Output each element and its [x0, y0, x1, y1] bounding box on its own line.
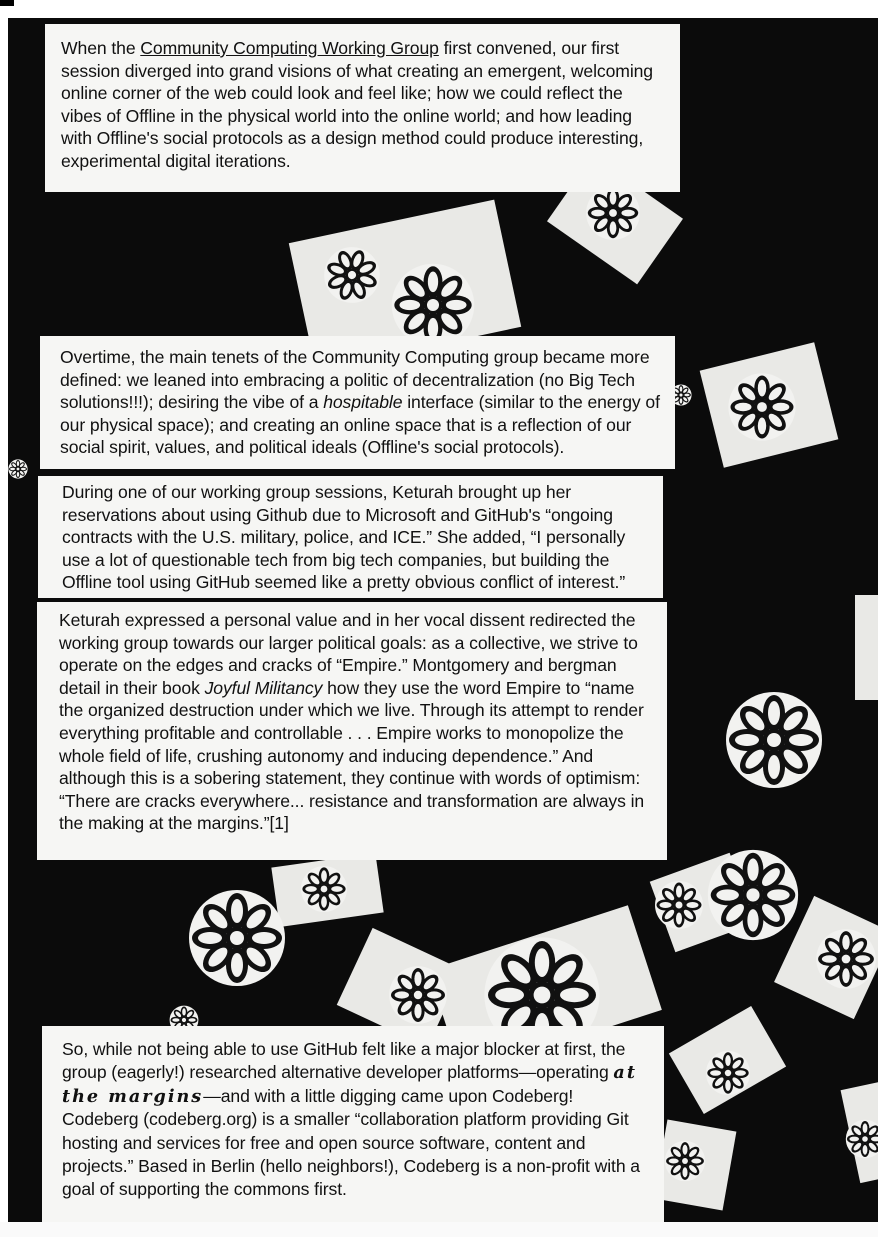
text-span: So, while not being able to use GitHub felt like a major blocker at first, the group (eagerly!) researched alternative developer platforms—operating [62, 1039, 626, 1083]
text-block-intro [45, 24, 680, 192]
paragraph: During one of our working group sessions, Keturah brought up her reservations about using Github due to Microsoft and GitHub's “ongoing contracts with the U.S. military, police, and ICE.” She added, “I personally use a lot of questionable tech from big tech companies, but building the Offline tool using GitHub seemed like a pretty obvious conflict of interest.” [62, 482, 626, 593]
script-text: at the margins [62, 1062, 637, 1107]
community-computing-link[interactable]: Community Computing Working Group [140, 38, 439, 58]
daisy-flower-icon [664, 1140, 706, 1182]
daisy-flower-icon [845, 1108, 878, 1170]
scan-mark [0, 0, 14, 6]
text-span: first convened, our first session diverged into grand visions of what creating an emergent, welcoming online corner of the web could look and feel like; how we could reflect the vibes of Offline in the physical world into the online world; and how leading with Offline's social protocols as a design method could produce interesting, experimental digital iterations. [61, 38, 653, 171]
paragraph [59, 609, 655, 835]
page-margin [0, 1222, 878, 1237]
daisy-flower-icon [293, 865, 355, 913]
paragraph [62, 1038, 648, 1108]
emphasis-text: hospitable [323, 392, 403, 413]
paragraph: Codeberg (codeberg.org) is a smaller “collaboration platform providing Git hosting and services for free and open source software, content and projects.” Based in Berlin (hello neighbors!), Codeberg is a non-profit with a goal of supporting the commons first. [62, 1109, 640, 1200]
text-span: interface (similar to the energy of our physical space); and creating an online space that is a reflection of our social spirit, values, and political ideals (Offline's social protocols). [60, 392, 660, 458]
daisy-flower-icon [654, 880, 704, 930]
text-span: Overtime, the main tenets of the Community Computing group became more defined: we leaned into embracing a politic of decentralization (no Big Tech solutions!!!); desiring the vibe of a [60, 347, 650, 413]
daisy-flower-icon [585, 185, 641, 241]
daisy-flower-icon [8, 445, 28, 493]
text-block-tenets [40, 336, 675, 469]
paragraph [60, 346, 665, 459]
text-block-codeberg [42, 1026, 664, 1222]
daisy-flower-icon [706, 848, 800, 942]
text-span: When the [61, 38, 141, 58]
text-span: —and with a little digging came upon Codeberg! [203, 1085, 574, 1106]
daisy-flower-icon [386, 965, 450, 1025]
paper-card [855, 595, 878, 700]
book-title: Joyful Militancy [204, 677, 323, 698]
text-block-empire [37, 602, 667, 860]
paragraph [61, 37, 666, 173]
daisy-flower-icon [727, 372, 797, 442]
daisy-flower-icon [705, 1050, 751, 1096]
daisy-flower-icon [815, 928, 877, 990]
text-span: how they use the word Empire to “name the organized destruction under which we live. Through its attempt to render everything profitable and controllable . . . Empire works to monopolize the whole field of life, crushing autonomy and inducing dependence.” And although this is a sobering statement, they continue with words of optimism: “There are cracks everywhere... resistance and transformation are always in the making at the margins.”[1] [59, 677, 645, 834]
daisy-flower-icon [724, 690, 824, 790]
text-block-keturah [38, 476, 663, 598]
text-span: Keturah expressed a personal value and in her vocal dissent redirected the working group towards our larger political goals: as a collective, we strive to operate on the edges and cracks of “Empire.” Montgomery and bergman detail in their book [59, 610, 638, 698]
daisy-flower-icon [187, 888, 287, 988]
